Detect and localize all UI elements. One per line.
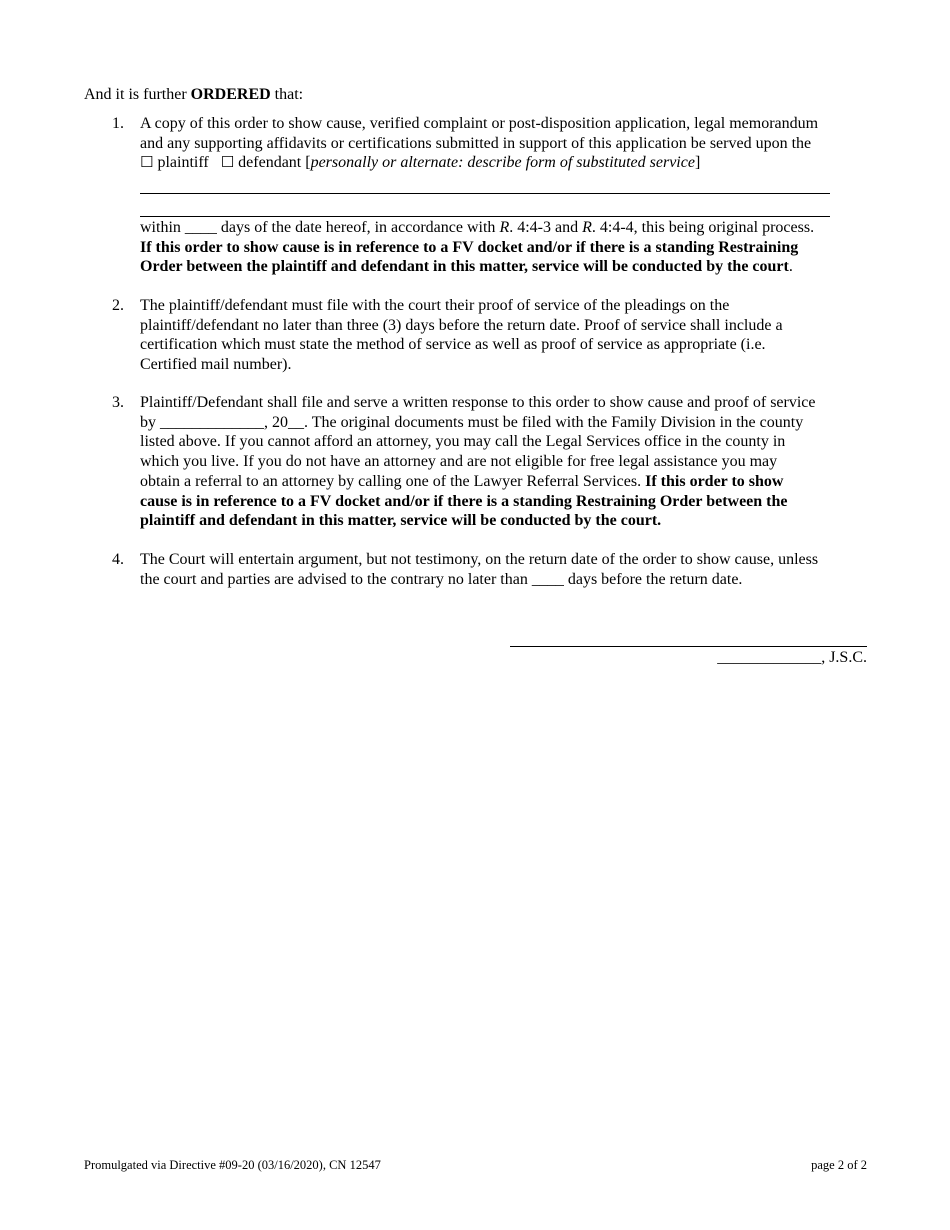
judge-name-line: _____________, J.S.C.: [717, 649, 867, 666]
service-hint: personally or alternate: describe form of substituted service: [310, 154, 695, 172]
item-text: The Court will entertain argument, but not testimony, on the return date of the order to show cause, unless: [140, 551, 819, 568]
service-description-line-1[interactable]: [140, 193, 830, 194]
item-text: the court and parties are advised to the contrary no later than ____ days before the return date.: [140, 570, 743, 588]
item-text: The plaintiff/defendant must file with the court their proof of service of the pleadings on the: [140, 297, 730, 314]
item-text: listed above. If you cannot afford an attorney, you may call the Legal Services office in the county in: [140, 433, 786, 451]
referral-text: obtain a referral to an attorney by calling one of the Lawyer Referral Services.: [140, 472, 646, 490]
judge-signature-line[interactable]: [510, 646, 867, 647]
fv-notice-line-2: [140, 257, 880, 277]
defendant-checkbox[interactable]: ☐: [220, 153, 235, 172]
rule-letter: R: [499, 219, 510, 236]
ordered-keyword: ORDERED: [190, 86, 271, 103]
item-text: Plaintiff/Defendant shall file and serve a written response to this order to show cause and proof of service: [140, 394, 816, 411]
item-text: [140, 472, 880, 492]
fv-notice-period: .: [788, 258, 793, 276]
plaintiff-label: plaintiff: [153, 154, 209, 172]
fv-notice-line-1: If this order to show cause is in reference to a FV docket and/or if there is a standing Restraining: [140, 238, 799, 256]
fv-notice-bold: cause is in reference to a FV docket and/or if there is a standing Restraining Order between the: [140, 492, 788, 510]
footer-page-number: page 2 of 2: [811, 1158, 867, 1172]
bracket-close: ]: [694, 154, 701, 172]
item-number: 2.: [112, 297, 124, 314]
item-text: which you live. If you do not have an attorney and are not eligible for free legal assistance you may: [140, 453, 778, 471]
item-text: A copy of this order to show cause, verified complaint or post-disposition application, legal memorandum: [140, 115, 819, 132]
item-number: 3.: [112, 394, 124, 411]
item-text: and any supporting affidavits or certifications submitted in support of this application be served upon the: [140, 134, 812, 152]
service-party-line: [140, 153, 880, 173]
rule-text-1: . 4:4-3 and: [509, 219, 583, 236]
item-number: 4.: [112, 551, 124, 568]
within-text: within ____ days of the date hereof, in accordance with: [140, 219, 500, 236]
intro-suffix: that:: [270, 86, 304, 103]
fv-notice-bold: plaintiff and defendant in this matter, service will be conducted by the court.: [140, 512, 662, 530]
bracket-open: [: [301, 154, 311, 172]
fv-notice-bold: If this order to show: [645, 472, 784, 490]
rule-text-2: . 4:4-4, this being original process.: [591, 219, 815, 236]
plaintiff-checkbox[interactable]: ☐: [140, 153, 154, 172]
response-date-line: by _____________, 20__. The original documents must be filed with the Family Division in the county: [140, 413, 804, 431]
item-number: 1.: [112, 115, 124, 132]
item-text: certification which must state the method of service as well as proof of service as appropriate (i.e.: [140, 336, 766, 354]
intro-prefix: And it is further: [84, 86, 191, 103]
fv-notice-bold: Order between the plaintiff and defendant in this matter, service will be conducted by the court: [140, 258, 789, 276]
service-description-line-2[interactable]: [140, 216, 830, 217]
within-days-line: [140, 218, 880, 238]
footer-directive: Promulgated via Directive #09-20 (03/16/2020), CN 12547: [84, 1158, 381, 1172]
rule-letter: R: [582, 219, 592, 236]
item-text: plaintiff/defendant no later than three (3) days before the return date. Proof of service shall include a: [140, 316, 783, 334]
intro-line: [84, 85, 303, 105]
defendant-label: defendant: [234, 154, 302, 172]
item-text: Certified mail number).: [140, 356, 292, 374]
